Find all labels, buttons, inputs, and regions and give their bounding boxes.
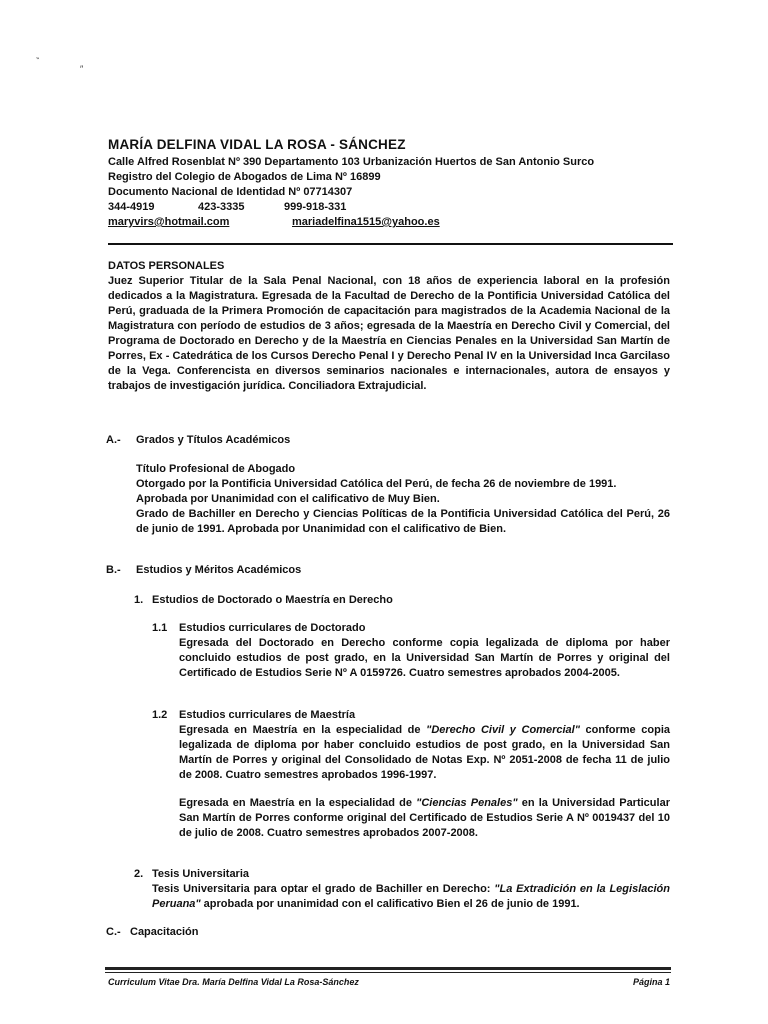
section-a-line: Aprobada por Unanimidad con el calificativo de Muy Bien. xyxy=(136,493,440,505)
section-a-title: Grados y Títulos Académicos xyxy=(136,434,291,446)
datos-personales-section xyxy=(108,259,670,394)
email-addresses xyxy=(108,215,668,230)
section-c-title: Capacitación xyxy=(130,926,199,938)
section-a-line: Otorgado por la Pontificia Universidad Católica del Perú, de fecha 26 de noviembre de 1991. xyxy=(136,478,617,490)
b11-text: Egresada del Doctorado en Derecho conforme copia legalizada de diploma por haber concluido estudios de post grado, en la Universidad San Martín de Porres y original del Certificado de Estudios Serie Nº A 0159726. Cuatro semestres aprobados 2004-2005. xyxy=(179,637,670,679)
b2-text: Tesis Universitaria para optar el grado de Bachiller en Derecho: "La Extradición en la Legislación Peruana" aprobada por unanimidad con el calificativo Bien el 26 de junio de 1991. xyxy=(152,883,670,910)
b2-body xyxy=(152,867,670,912)
b11-title: Estudios curriculares de Doctorado xyxy=(179,622,366,634)
b11-body xyxy=(179,621,670,681)
address-line: Calle Alfred Rosenblat Nº 390 Departamento 103 Urbanización Huertos de San Antonio Surco xyxy=(108,156,595,168)
dni-line: Documento Nacional de Identidad Nº 07714307 xyxy=(108,186,353,198)
b12-paragraph-2: Egresada en Maestría en la especialidad de "Ciencias Penales" en la Universidad Particular San Martín de Porres conforme original del Certificado de Estudios Serie A Nº 0019437 del 10 de julio de 2008. Cuatro semestres aprobados 2007-2008. xyxy=(179,797,670,839)
scan-speck: ‶ xyxy=(36,56,40,66)
person-name: MARÍA DELFINA VIDAL LA ROSA - SÁNCHEZ xyxy=(108,137,406,152)
section-a-line: Grado de Bachiller en Derecho y Ciencias Políticas de la Pontificia Universidad Católica del Perú, 26 de junio de 1991. Aprobada por Unanimidad con el calificativo de Bien. xyxy=(136,508,670,535)
b2-title: Tesis Universitaria xyxy=(152,868,250,880)
b12-paragraph-1: Egresada en Maestría en la especialidad de "Derecho Civil y Comercial" conforme copia legalizada de diploma por haber concluido estudios de post grado, en la Universidad San Martín de Porres y original del Consolidado de Notas Exp. Nº 2051-2008 de fecha 11 de julio de 2008. Cuatro semestres aprobados 1996-1997. xyxy=(179,724,670,781)
b12-title: Estudios curriculares de Maestría xyxy=(179,709,356,721)
titulo-abogado-subtitle: Título Profesional de Abogado xyxy=(136,463,296,475)
email-link-2[interactable]: mariadelfina1515@yahoo.es xyxy=(292,216,440,228)
section-b-title: Estudios y Méritos Académicos xyxy=(136,564,302,576)
phone-2: 423-3335 xyxy=(198,201,245,213)
b1-marker: 1. xyxy=(134,594,144,606)
email-link-1[interactable]: maryvirs@hotmail.com xyxy=(108,216,230,228)
section-a-marker: A.- xyxy=(106,434,121,446)
page-number: Página 1 xyxy=(632,977,670,987)
footer-divider xyxy=(105,967,671,970)
header-divider xyxy=(108,243,673,245)
section-b-marker: B.- xyxy=(106,564,121,576)
section-a-body xyxy=(136,462,670,537)
footer-title: Curriculum Vitae Dra. María Delfina Vidal La Rosa-Sánchez xyxy=(108,977,359,987)
cv-header xyxy=(108,137,668,230)
b12-marker: 1.2 xyxy=(152,709,168,721)
phone-1: 344-4919 xyxy=(108,201,155,213)
page-footer xyxy=(108,977,670,987)
registro-line: Registro del Colegio de Abogados de Lima Nº 16899 xyxy=(108,171,381,183)
scan-speck: ″ xyxy=(80,64,84,74)
b12-body xyxy=(179,708,670,783)
b1-title: Estudios de Doctorado o Maestría en Derecho xyxy=(152,594,393,606)
datos-title: DATOS PERSONALES xyxy=(108,260,225,272)
footer-divider-thin xyxy=(105,972,671,973)
phone-numbers xyxy=(108,200,668,215)
section-c-marker: C.- xyxy=(106,926,121,938)
datos-text: Juez Superior Titular de la Sala Penal Nacional, con 18 años de experiencia laboral en la profesión dedicados a la Magistratura. Egresada de la Facultad de Derecho de la Pontificia Universidad Católica del Perú, graduada de la Primera Promoción de capacitación para magistrados de la Academia Nacional de la Magistratura con período de estudios de 3 años; egresada de la Maestría en Derecho Civil y Comercial, del Programa de Doctorado en Derecho y de la Maestría en Ciencias Penales en la Universidad San Martín de Porres, Ex - Catedrática de los Cursos Derecho Penal I y Derecho Penal IV en la Universidad Inca Garcilaso de la Vega. Conferencista en diversos seminarios nacionales e internacionales, autora de ensayos y trabajos de investigación jurídica. Conciliadora Extrajudicial. xyxy=(108,275,670,392)
b2-marker: 2. xyxy=(134,868,144,880)
phone-3: 999-918-331 xyxy=(284,201,347,213)
b11-marker: 1.1 xyxy=(152,622,168,634)
